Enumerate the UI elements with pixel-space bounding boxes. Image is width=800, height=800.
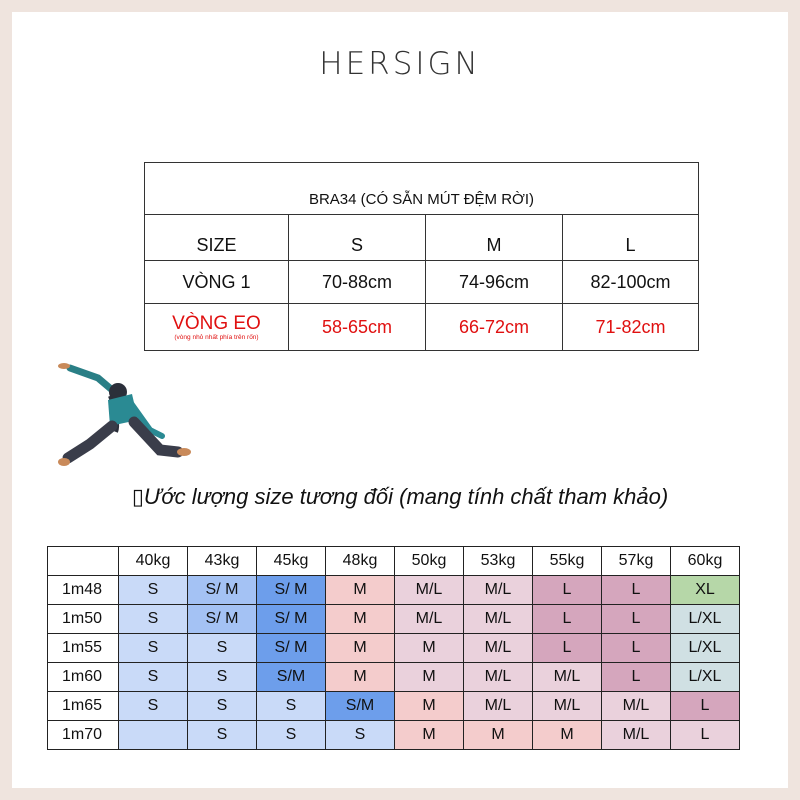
size-cell: L/XL <box>671 634 740 663</box>
vong1-l: 82-100cm <box>563 261 699 304</box>
size-cell: M/L <box>464 634 533 663</box>
vong1-label: VÒNG 1 <box>145 261 289 304</box>
size-cell: M/L <box>464 576 533 605</box>
size-s-header: S <box>289 215 426 261</box>
vong-eo-note: (vòng nhỏ nhất phía trên rốn) <box>174 333 259 341</box>
vong-eo-label: VÒNG EO <box>172 312 261 334</box>
table-row <box>48 692 740 721</box>
vong-eo-l: 71-82cm <box>563 304 699 351</box>
size-cell: S <box>188 692 257 721</box>
size-cell: M/L <box>602 692 671 721</box>
size-cell: L <box>602 663 671 692</box>
size-cell: S <box>188 663 257 692</box>
size-cell: L <box>533 634 602 663</box>
size-cell: S/ M <box>188 605 257 634</box>
size-cell: S <box>257 721 326 750</box>
size-cell: S <box>326 721 395 750</box>
size-cell: M/L <box>395 605 464 634</box>
size-cell: S/ M <box>257 634 326 663</box>
height-label: 1m60 <box>48 663 119 692</box>
size-cell: S <box>119 634 188 663</box>
weight-header: 50kg <box>395 547 464 576</box>
size-table <box>144 162 699 351</box>
size-table-title: BRA34 (CÓ SẴN MÚT ĐỆM RỜI) <box>145 163 699 215</box>
weight-header: 43kg <box>188 547 257 576</box>
size-estimate-heading: ▯Ước lượng size tương đối (mang tính chất tham khảo) <box>131 484 669 509</box>
size-cell: M/L <box>395 576 464 605</box>
size-cell: M/L <box>464 663 533 692</box>
size-cell: S/ M <box>257 605 326 634</box>
size-cell: L <box>671 692 740 721</box>
table-row <box>48 663 740 692</box>
vong1-m: 74-96cm <box>426 261 563 304</box>
size-cell: XL <box>671 576 740 605</box>
size-cell: M <box>395 692 464 721</box>
weight-header: 40kg <box>119 547 188 576</box>
size-cell: S <box>188 634 257 663</box>
size-cell: M <box>395 634 464 663</box>
size-cell: M <box>464 721 533 750</box>
size-cell: L <box>533 605 602 634</box>
vong-eo-s: 58-65cm <box>289 304 426 351</box>
size-cell: M <box>326 634 395 663</box>
size-cell: S <box>257 692 326 721</box>
table-row <box>48 634 740 663</box>
size-estimate-matrix <box>47 546 740 750</box>
vong-eo-label-cell <box>145 304 289 351</box>
weight-header: 60kg <box>671 547 740 576</box>
weight-header: 53kg <box>464 547 533 576</box>
table-row <box>48 721 740 750</box>
size-cell: L/XL <box>671 605 740 634</box>
height-label: 1m70 <box>48 721 119 750</box>
size-cell: L/XL <box>671 663 740 692</box>
yoga-woman-illustration <box>50 362 195 474</box>
vong1-s: 70-88cm <box>289 261 426 304</box>
size-cell: S <box>188 721 257 750</box>
height-label: 1m50 <box>48 605 119 634</box>
size-cell: S/ M <box>257 576 326 605</box>
size-l-header: L <box>563 215 699 261</box>
size-cell: M <box>533 721 602 750</box>
matrix-corner-cell <box>48 547 119 576</box>
size-cell: L <box>602 634 671 663</box>
size-cell: M/L <box>464 605 533 634</box>
size-cell: M/L <box>533 663 602 692</box>
table-row <box>48 605 740 634</box>
size-cell: L <box>602 576 671 605</box>
brand-logo: HERSIGN <box>319 46 481 82</box>
size-cell: S <box>119 663 188 692</box>
size-cell: M/L <box>533 692 602 721</box>
size-cell: S <box>119 576 188 605</box>
size-cell: M <box>395 721 464 750</box>
weight-header: 48kg <box>326 547 395 576</box>
size-cell: M/L <box>464 692 533 721</box>
size-cell: M <box>326 663 395 692</box>
size-cell: M <box>326 605 395 634</box>
weight-header: 55kg <box>533 547 602 576</box>
size-cell: L <box>671 721 740 750</box>
size-cell <box>119 721 188 750</box>
weight-header: 57kg <box>602 547 671 576</box>
size-cell: S/M <box>326 692 395 721</box>
weight-header: 45kg <box>257 547 326 576</box>
vong-eo-m: 66-72cm <box>426 304 563 351</box>
size-cell: S/M <box>257 663 326 692</box>
size-cell: L <box>602 605 671 634</box>
size-cell: M <box>326 576 395 605</box>
size-header: SIZE <box>145 215 289 261</box>
size-cell: L <box>533 576 602 605</box>
size-m-header: M <box>426 215 563 261</box>
height-label: 1m65 <box>48 692 119 721</box>
table-row <box>48 576 740 605</box>
size-cell: S/ M <box>188 576 257 605</box>
size-cell: S <box>119 605 188 634</box>
height-label: 1m55 <box>48 634 119 663</box>
size-cell: M <box>395 663 464 692</box>
height-label: 1m48 <box>48 576 119 605</box>
size-cell: M/L <box>602 721 671 750</box>
size-cell: S <box>119 692 188 721</box>
